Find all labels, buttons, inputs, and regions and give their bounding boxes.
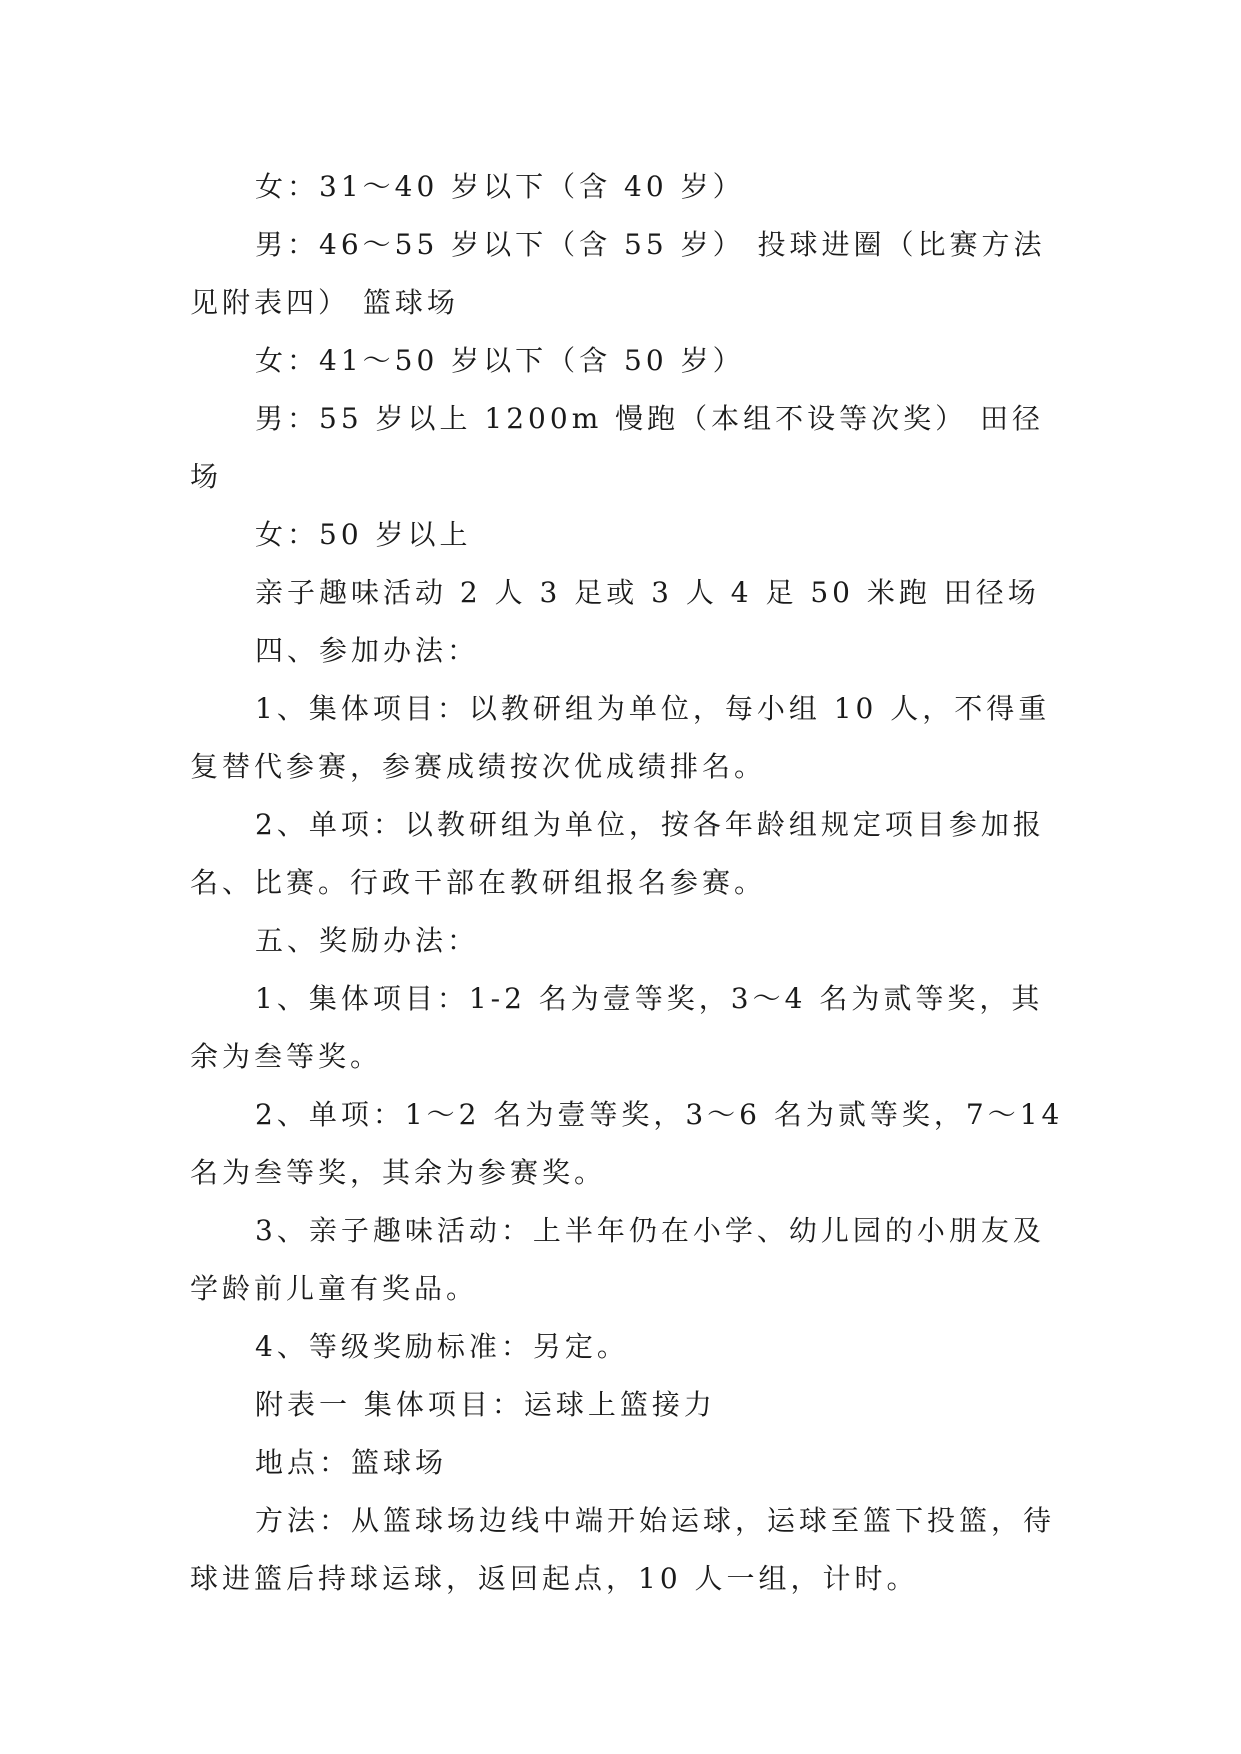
paragraph: 1、集体项目：1-2 名为壹等奖，3～4 名为贰等奖，其余为叁等奖。 xyxy=(190,982,1044,1073)
paragraph: 2、单项：1～2 名为壹等奖，3～6 名为贰等奖，7～14 名为叁等奖，其余为参赛奖。 xyxy=(190,1098,1064,1189)
paragraph: 女：31～40 岁以下（含 40 岁） xyxy=(255,170,745,203)
paragraph: 方法：从篮球场边线中端开始运球，运球至篮下投篮，待球进篮后持球运球，返回起点，10 人一组，计时。 xyxy=(190,1504,1056,1595)
paragraph: 3、亲子趣味活动：上半年仍在小学、幼儿园的小朋友及学龄前儿童有奖品。 xyxy=(190,1214,1045,1305)
section-heading: 四、参加办法： xyxy=(255,634,480,667)
paragraph: 4、等级奖励标准：另定。 xyxy=(255,1330,629,1363)
paragraph: 男：55 岁以上 1200m 慢跑（本组不设等次奖） 田径场 xyxy=(190,402,1045,493)
paragraph: 2、单项：以教研组为单位，按各年龄组规定项目参加报名、比赛。行政干部在教研组报名参赛。 xyxy=(190,808,1045,899)
paragraph: 地点：篮球场 xyxy=(255,1446,448,1479)
section-heading: 五、奖励办法： xyxy=(255,924,480,957)
paragraph: 女：50 岁以上 xyxy=(255,518,472,551)
appendix-heading: 附表一 集体项目：运球上篮接力 xyxy=(255,1388,716,1421)
paragraph: 女：41～50 岁以下（含 50 岁） xyxy=(255,344,745,377)
paragraph: 男：46～55 岁以下（含 55 岁） 投球进圈（比赛方法见附表四） 篮球场 xyxy=(190,228,1046,319)
paragraph: 1、集体项目：以教研组为单位，每小组 10 人，不得重复替代参赛，参赛成绩按次优成绩排名。 xyxy=(190,692,1051,783)
document-body xyxy=(190,158,1070,1608)
paragraph: 亲子趣味活动 2 人 3 足或 3 人 4 足 50 米跑 田径场 xyxy=(255,576,1040,609)
